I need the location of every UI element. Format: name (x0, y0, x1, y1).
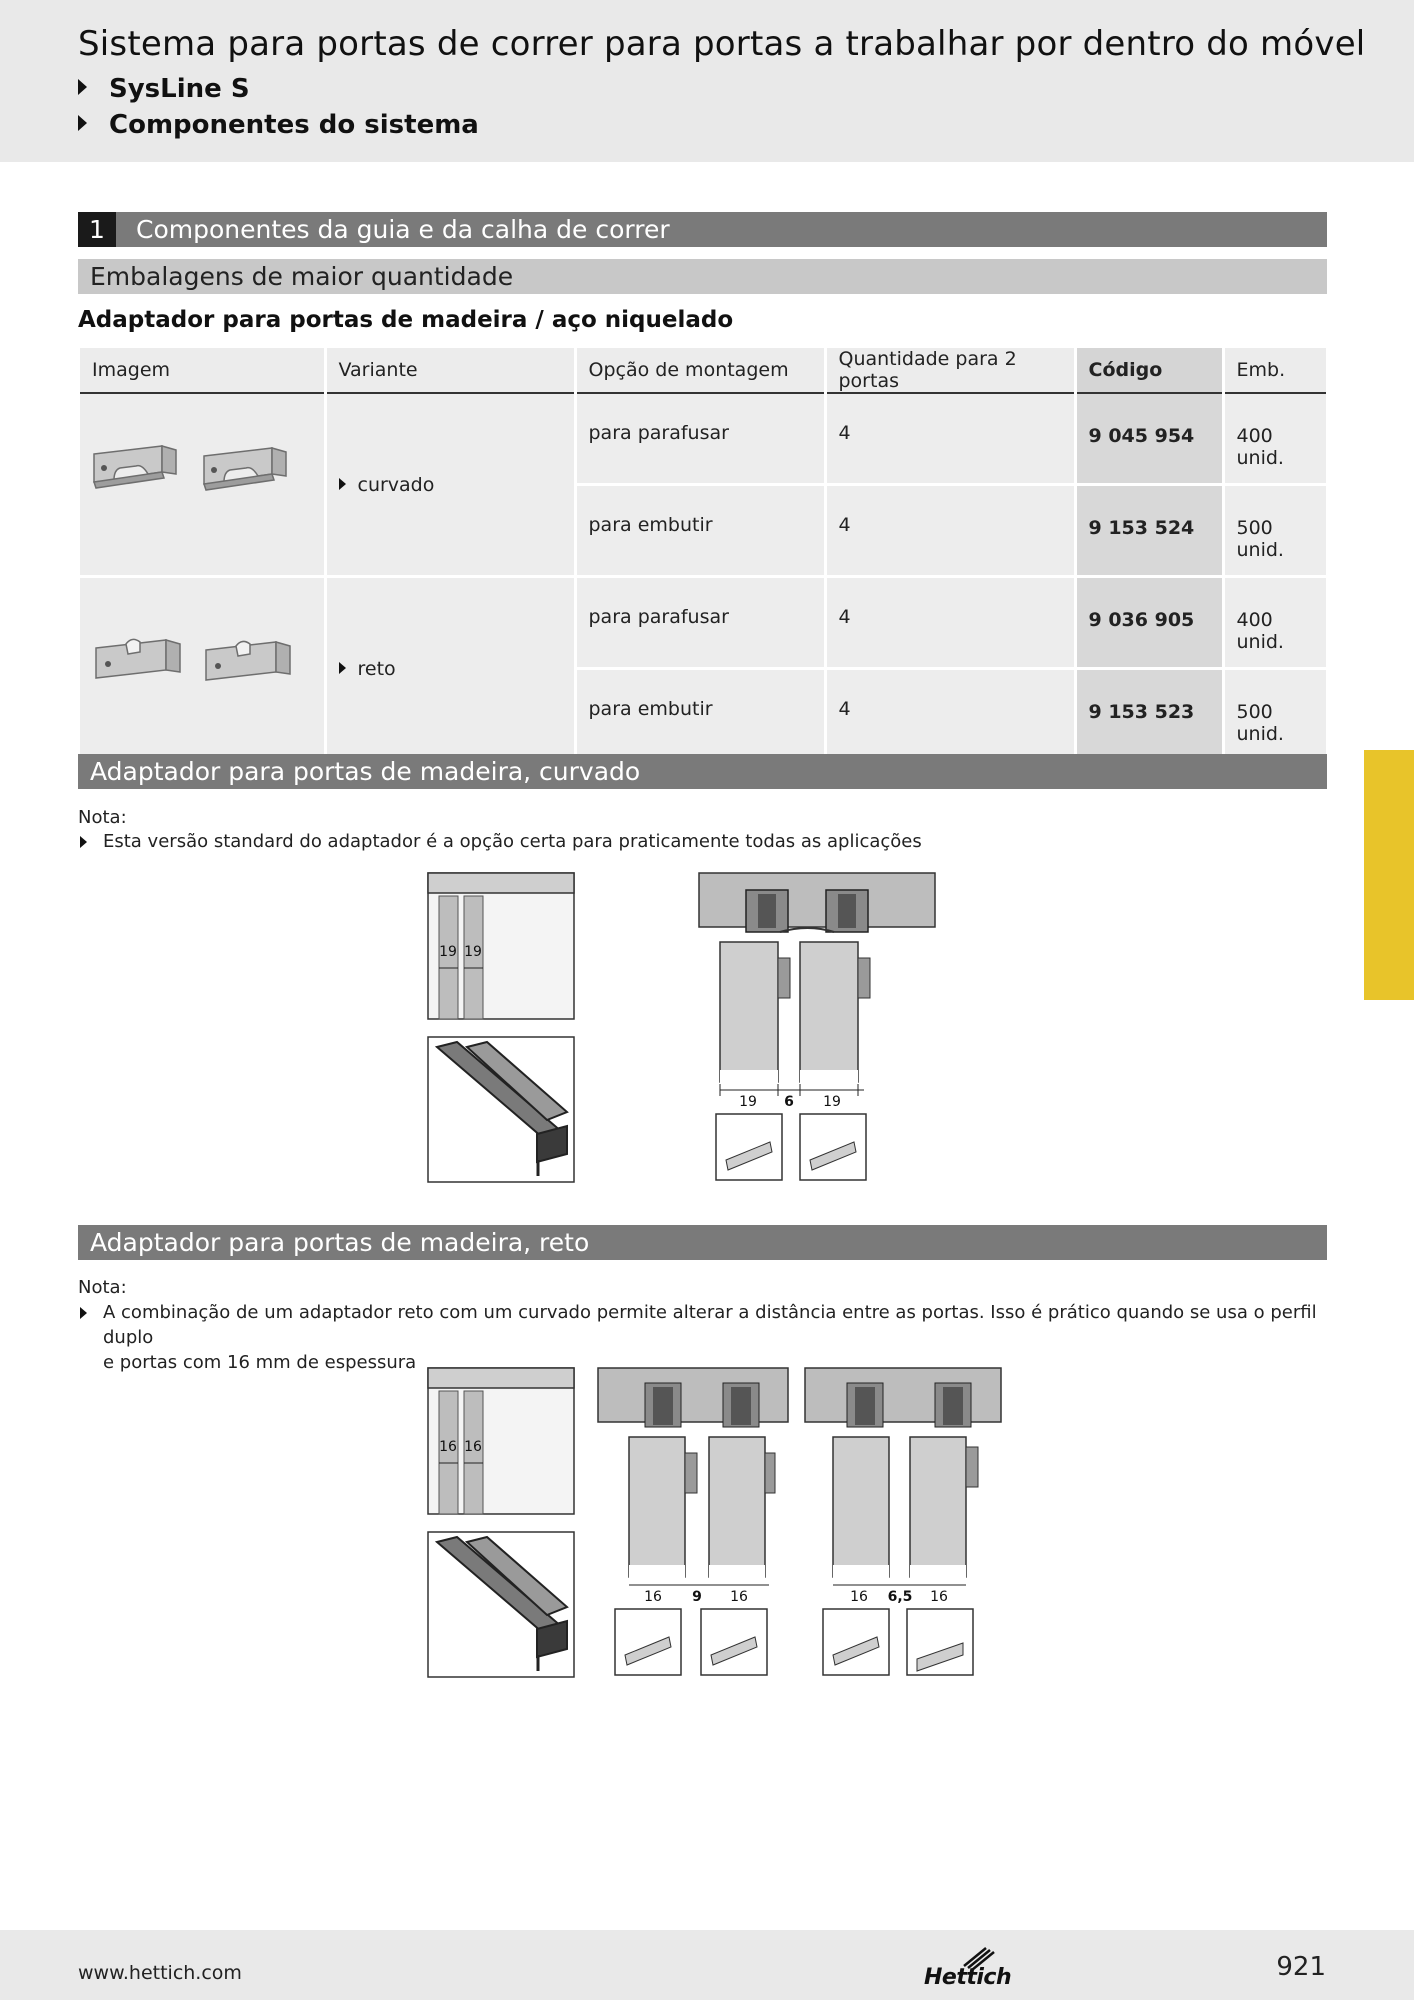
page-title: Sistema para portas de correr para portas a trabalhar por dentro do móvel (78, 24, 1366, 64)
dim-label: 16 (930, 1589, 948, 1605)
dim-label: 16 (730, 1589, 748, 1605)
section-heading (78, 212, 1327, 247)
page-footer (0, 1930, 1414, 2000)
curved-top-view-diagram (427, 872, 577, 1184)
triangle-right-icon (78, 79, 87, 95)
note-text-line2: e portas com 16 mm de espessura (103, 1352, 417, 1373)
subsection-title: Embalagens de maior quantidade (90, 262, 514, 291)
dim-label: 9 (692, 1589, 702, 1605)
article-code[interactable]: 9 036 905 (1075, 577, 1223, 669)
triangle-right-icon (80, 1307, 87, 1319)
page-number: 921 (1276, 1952, 1326, 1982)
note-bullet (78, 829, 1318, 854)
dim-label: 19 (464, 944, 482, 960)
column-header: Quantidade para 2 portas (825, 348, 1075, 393)
package-unit: 400 unid. (1223, 393, 1327, 485)
column-header: Emb. (1223, 348, 1327, 393)
straight-adapter-image (80, 578, 320, 754)
chapter-tab[interactable] (1364, 750, 1414, 1000)
package-unit: 500 unid. (1223, 485, 1327, 577)
dim-label: 16 (439, 1439, 457, 1455)
dim-label: 19 (739, 1094, 757, 1110)
straight-front-view-diagram (597, 1367, 1007, 1679)
dim-label: 6 (784, 1094, 794, 1110)
variant-label: curvado (357, 473, 435, 496)
package-unit: 500 unid. (1223, 669, 1327, 761)
dim-label: 16 (850, 1589, 868, 1605)
table-header-row (80, 348, 1327, 393)
product-table (80, 348, 1329, 762)
article-code[interactable]: 9 153 524 (1075, 485, 1223, 577)
section-title: Adaptador para portas de madeira, reto (90, 1228, 590, 1257)
hettich-logo (924, 1940, 1012, 1992)
section-number: 1 (78, 212, 116, 247)
note-text-line1: A combinação de um adaptador reto com um curvado permite alterar a distância entre as portas. Isso é prático quando se usa o perfil duplo (103, 1302, 1317, 1348)
dim-label: 16 (464, 1439, 482, 1455)
variant-straight (325, 577, 575, 761)
curved-front-view-diagram (698, 872, 938, 1184)
breadcrumb-components[interactable] (78, 110, 479, 140)
mount-option: para parafusar (575, 393, 825, 485)
dim-label: 16 (644, 1589, 662, 1605)
triangle-right-icon (80, 836, 87, 848)
dim-label: 6,5 (887, 1589, 913, 1605)
note-bullet (78, 1300, 1338, 1375)
quantity: 4 (825, 577, 1075, 669)
breadcrumb-label: Componentes do sistema (109, 110, 479, 140)
table-row (80, 393, 1327, 485)
table-row (80, 577, 1327, 669)
note-text: Esta versão standard do adaptador é a opção certa para praticamente todas as aplicações (103, 831, 922, 852)
article-code[interactable]: 9 153 523 (1075, 669, 1223, 761)
breadcrumb-sysline[interactable] (78, 74, 250, 104)
column-header: Código (1075, 348, 1223, 393)
straight-top-view-diagram (427, 1367, 577, 1679)
quantity: 4 (825, 669, 1075, 761)
column-header: Opção de montagem (575, 348, 825, 393)
subsection-heading (78, 259, 1327, 294)
quantity: 4 (825, 485, 1075, 577)
triangle-right-icon (339, 662, 346, 674)
curved-adapter-image (80, 394, 320, 570)
product-image-curved (80, 393, 325, 577)
triangle-right-icon (339, 478, 346, 490)
section-heading-straight (78, 1225, 1327, 1260)
page-header (0, 0, 1414, 162)
website-link[interactable]: www.hettich.com (78, 1962, 242, 1984)
article-code[interactable]: 9 045 954 (1075, 393, 1223, 485)
note-label: Nota: (78, 807, 127, 828)
dim-label: 19 (439, 944, 457, 960)
column-header: Variante (325, 348, 575, 393)
section-title: Adaptador para portas de madeira, curvado (90, 757, 641, 786)
quantity: 4 (825, 393, 1075, 485)
section-title: Componentes da guia e da calha de correr (136, 215, 670, 244)
triangle-right-icon (78, 115, 87, 131)
package-unit: 400 unid. (1223, 577, 1327, 669)
variant-label: reto (357, 657, 396, 680)
note-label: Nota: (78, 1277, 127, 1298)
logo-wordmark: Hettich (924, 1965, 1012, 1990)
mount-option: para parafusar (575, 577, 825, 669)
section-heading-curved (78, 754, 1327, 789)
dim-label: 19 (823, 1094, 841, 1110)
breadcrumb-label: SysLine S (109, 74, 250, 104)
product-image-straight (80, 577, 325, 761)
product-title: Adaptador para portas de madeira / aço niquelado (78, 307, 734, 333)
variant-curved (325, 393, 575, 577)
mount-option: para embutir (575, 669, 825, 761)
mount-option: para embutir (575, 485, 825, 577)
column-header: Imagem (80, 348, 325, 393)
